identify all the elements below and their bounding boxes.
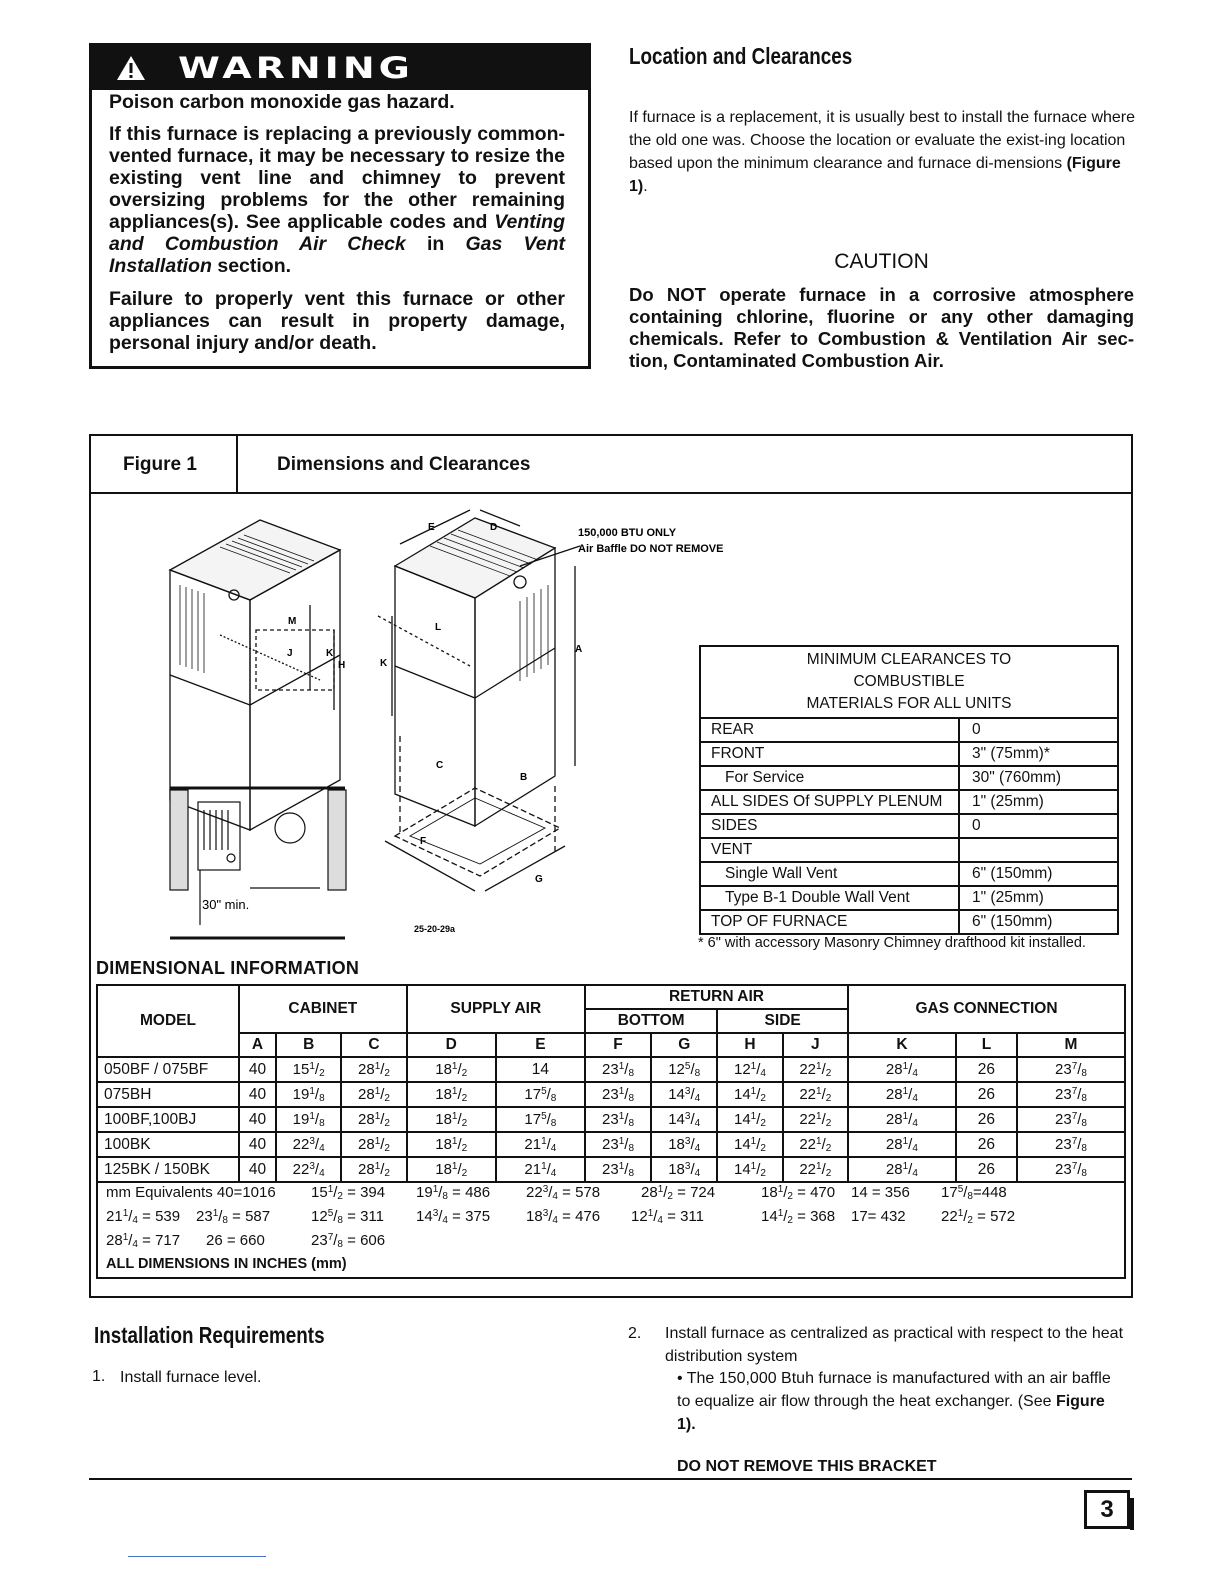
clearance-row [700,790,1118,814]
svg-text:G: G [535,874,543,885]
dimension-cell: 40 [239,1107,276,1132]
dimension-cell: $28^1/_4$ [848,1082,956,1107]
dim-column-letter: M [1017,1033,1125,1057]
clearance-value: 30" (760mm) [959,766,1118,790]
link-underline [128,1556,266,1557]
step-1-text: Install furnace level. [120,1369,262,1386]
dimension-cell: $22^1/_2$ [783,1157,848,1182]
dimension-cell: $14^3/_4$ [651,1107,717,1132]
step-1-number: 1. [92,1368,106,1385]
svg-text:J: J [287,648,293,659]
dimension-cell: $17^5/_8$ [496,1082,585,1107]
dimension-cell: $23^1/_8$ [585,1107,651,1132]
dimension-cell: $12^5/_8$ [651,1057,717,1082]
dimension-cell: $18^3/_4$ [651,1132,717,1157]
clearances-heading-line-1: MINIMUM CLEARANCES TO [806,651,1012,668]
installation-heading: Installation Requirements [94,1322,325,1348]
svg-text:B: B [520,772,528,783]
dimension-cell: $19^1/_8$ [276,1107,341,1132]
dimension-cell: $14^1/_2$ [717,1157,782,1182]
warning-banner [92,46,588,90]
clearance-row [700,886,1118,910]
svg-text:L: L [435,622,442,633]
dimension-cell: $12^1/_4$ [717,1057,782,1082]
dimension-cell: 40 [239,1132,276,1157]
dimension-cell: 26 [956,1107,1017,1132]
bullet-text: • The 150,000 Btuh furnace is manufactured with an air baffle to equalize air flow through the heat exchanger. [677,1370,1111,1410]
figure-title: Dimensions and Clearances [277,454,531,475]
dim-header-row-1 [97,985,1125,1009]
dimension-cell: $18^1/_2$ [407,1082,496,1107]
dimension-cell: $23^1/_8$ [585,1132,651,1157]
dimension-cell: $23^7/_8$ [1017,1057,1125,1082]
svg-text:H: H [338,660,346,671]
clearance-row [700,766,1118,790]
dimension-cell: 26 [956,1057,1017,1082]
dimensional-table [96,984,1126,1183]
mm-equivalent: 14 = 356 [851,1184,910,1201]
clearances-heading [700,646,1118,718]
dimension-cell: $22^1/_2$ [783,1057,848,1082]
dimension-cell: $28^1/_2$ [341,1107,406,1132]
location-body-text: If furnace is a replacement, it is usually best to install the furnace where the old one was. Choose the location or evaluate the exist-ing location based upon the minimum clearance and furnace di-mensions [629,109,1136,172]
dimensional-info-title: DIMENSIONAL INFORMATION [96,958,360,978]
dimension-row [97,1082,1125,1107]
mm-equivalent: $23^7/_8 = 606$ [311,1232,386,1250]
model-header: MODEL [97,985,239,1057]
clearance-value [959,838,1118,862]
warning-para1-ref2: Gas Vent Installation [109,233,565,277]
mm-equivalent: $28^1/_4 = 717$ [106,1232,181,1250]
dimension-cell: $28^1/_2$ [341,1082,406,1107]
svg-text:K: K [380,658,388,669]
dimension-cell: $21^1/_4$ [496,1132,585,1157]
clearance-row [700,838,1118,862]
clearance-value: 3" (75mm)* [959,742,1118,766]
dim-column-letter: D [407,1033,496,1057]
clearance-value: 6" (150mm) [959,910,1118,934]
dimension-cell: $23^1/_8$ [585,1157,651,1182]
dimension-cell: $22^1/_2$ [783,1132,848,1157]
dimension-cell: $22^3/_4$ [276,1157,341,1182]
clearance-value: 6" (150mm) [959,862,1118,886]
gas-connection-header: GAS CONNECTION [848,985,1125,1033]
clearance-item: REAR [700,718,959,742]
mm-equivalent: $14^1/_2 = 368$ [761,1208,836,1226]
clearance-item: Single Wall Vent [700,862,959,886]
model-cell: 125BK / 150BK [97,1157,239,1182]
dimension-cell: $28^1/_2$ [341,1157,406,1182]
bullet-ref-post: ). [685,1416,696,1433]
clearance-item: ALL SIDES Of SUPPLY PLENUM [700,790,959,814]
warning-paragraph-2: Failure to properly vent this furnace or other appliances can result in property damage, personal injury and/or death. [109,288,565,354]
model-cell: 050BF / 075BF [97,1057,239,1082]
clearance-row [700,814,1118,838]
clearance-item: For Service [700,766,959,790]
dimension-cell: $18^1/_2$ [407,1157,496,1182]
dimensional-body [97,1057,1125,1182]
dimension-cell: $14^1/_2$ [717,1082,782,1107]
svg-text:D: D [490,522,498,533]
dim-column-letter: A [239,1033,276,1057]
dim-column-letter: L [956,1033,1017,1057]
svg-text:C: C [436,760,444,771]
location-body-end: . [643,178,648,195]
furnace-dimension-diagram [370,506,724,936]
mm-equivalent: mm Equivalents 40=1016 [106,1184,276,1201]
dim-column-letters-row [97,1033,1125,1057]
clearance-item: Type B-1 Double Wall Vent [700,886,959,910]
caution-text: Do NOT operate furnace in a corrosive atmosphere containing chlorine, fluorine or any other damaging chemicals. Refer to Combustion & Ventilation Air sec-tion, Contaminated Combustion Air. [629,284,1134,371]
warning-triangle-icon [116,55,146,81]
bullet-ref-pre: (See [1017,1393,1056,1410]
clearances-body [700,718,1118,934]
clearance-value: 0 [959,718,1118,742]
mm-equivalents-block [96,1180,1126,1279]
model-cell: 100BF,100BJ [97,1107,239,1132]
dimension-cell: $23^1/_8$ [585,1082,651,1107]
mm-equivalent: $21^1/_4 = 539$ [106,1208,181,1226]
mm-equivalent: $28^1/_2 = 724$ [641,1184,716,1202]
figure-header-rule [91,492,1131,494]
clearance-item: VENT [700,838,959,862]
svg-text:K: K [326,648,334,659]
mm-equivalent: $15^1/_2 = 394$ [311,1184,386,1202]
dimension-cell: $14^3/_4$ [651,1082,717,1107]
warning-paragraph-1 [109,123,565,277]
dimension-cell: $28^1/_4$ [848,1132,956,1157]
furnace-front-diagram [160,510,360,940]
dim-column-letter: H [717,1033,782,1057]
mm-equivalent: 26 = 660 [206,1232,265,1249]
dimension-cell: $21^1/_4$ [496,1157,585,1182]
clearance-item: FRONT [700,742,959,766]
dimension-row [97,1107,1125,1132]
cabinet-header: CABINET [239,985,407,1033]
mm-equivalent: $12^1/_4 = 311$ [631,1208,704,1226]
clearance-item: TOP OF FURNACE [700,910,959,934]
clearances-header-row [700,646,1118,718]
clearance-row [700,910,1118,934]
warning-para1-text2: in [405,233,466,255]
mm-equivalent: $18^3/_4 = 476$ [526,1208,601,1226]
clearance-value: 1" (25mm) [959,790,1118,814]
mm-equivalent: 17= 432 [851,1208,906,1225]
bullet-figure-ref: Figure 1 [677,1393,1105,1433]
dimension-cell: $18^1/_2$ [407,1107,496,1132]
warning-para1-ref1: Venting and Combustion Air Check [109,211,565,255]
location-figure-ref: (Figure 1) [629,155,1121,195]
dimension-cell: $23^7/_8$ [1017,1157,1125,1182]
clearance-min-label: 30" min. [202,897,250,912]
clearance-row [700,742,1118,766]
warning-box [89,43,591,369]
dim-column-letter: B [276,1033,341,1057]
mm-equivalent: $12^5/_8 = 311$ [311,1208,384,1226]
dimension-cell: $23^7/_8$ [1017,1132,1125,1157]
step-2-text: Install furnace as centralized as practical with respect to the heat distribution system [665,1325,1124,1365]
svg-text:F: F [420,836,427,847]
baffle-note-line-1: 150,000 BTU ONLY [578,527,677,539]
dimension-row [97,1157,1125,1182]
drawing-code: 25-20-29a [414,924,456,934]
clearances-heading-line-3: MATERIALS FOR ALL UNITS [806,695,1012,712]
dimension-cell: 26 [956,1157,1017,1182]
model-cell: 075BH [97,1082,239,1107]
clearances-heading-line-2: COMBUSTIBLE [853,673,965,690]
warning-para1-text: If this furnace is replacing a previously common-vented furnace, it may be necessary to resize the existing vent line and chimney to prevent oversizing problems for the other remaining appliances(s). See applicable codes and [109,123,565,233]
caution-heading: CAUTION [834,250,929,273]
dimension-cell: $14^1/_2$ [717,1107,782,1132]
side-header: SIDE [717,1009,848,1033]
dimension-cell: 40 [239,1057,276,1082]
dimension-row [97,1132,1125,1157]
mm-equivalent: $14^3/_4 = 375$ [416,1208,491,1226]
all-dimensions-note: ALL DIMENSIONS IN INCHES (mm) [106,1256,347,1272]
dim-column-letter: J [783,1033,848,1057]
location-body [629,106,1141,198]
bottom-header: BOTTOM [585,1009,717,1033]
dimension-cell: $23^7/_8$ [1017,1107,1125,1132]
dimension-cell: $28^1/_4$ [848,1057,956,1082]
dimension-cell: 14 [496,1057,585,1082]
clearance-value: 0 [959,814,1118,838]
dimension-cell: 40 [239,1082,276,1107]
dim-column-letter: G [651,1033,717,1057]
dimension-cell: $22^1/_2$ [783,1082,848,1107]
clearances-table [699,645,1119,935]
dim-column-letter: E [496,1033,585,1057]
svg-text:M: M [288,616,297,627]
figure-header-divider [236,436,238,492]
return-air-header: RETURN AIR [585,985,848,1009]
dimension-cell: $28^1/_2$ [341,1132,406,1157]
dim-column-letter: K [848,1033,956,1057]
dimension-cell: $18^3/_4$ [651,1157,717,1182]
mm-equivalent: $19^1/_8 = 486$ [416,1184,491,1202]
dimension-cell: $17^5/_8$ [496,1107,585,1132]
mm-equivalent: $22^1/_2 = 572$ [941,1208,1016,1226]
warning-title: WARNING [178,50,414,86]
svg-text:A: A [575,644,583,655]
dimension-cell: 40 [239,1157,276,1182]
dimension-cell: $14^1/_2$ [717,1132,782,1157]
dimension-cell: $22^3/_4$ [276,1132,341,1157]
location-heading: Location and Clearances [629,43,853,69]
dimension-cell: $18^1/_2$ [407,1132,496,1157]
dim-column-letter: C [341,1033,406,1057]
dimension-cell: $28^1/_4$ [848,1107,956,1132]
clearance-value: 1" (25mm) [959,886,1118,910]
mm-equivalent: $17^5/_8=448$ [941,1184,1007,1202]
mm-equivalent: $23^1/_8 = 587$ [196,1208,271,1226]
dimension-cell: 26 [956,1132,1017,1157]
page-number: 3 [1084,1490,1130,1529]
dimension-cell: $15^1/_2$ [276,1057,341,1082]
step-2-bullet [677,1367,1127,1436]
warning-para1-text3: section. [211,255,292,277]
warning-hazard: Poison carbon monoxide gas hazard. [109,91,455,113]
dimension-cell: 26 [956,1082,1017,1107]
mm-equivalent: $22^3/_4 = 578$ [526,1184,601,1202]
dim-column-letter: F [585,1033,651,1057]
dimension-cell: $23^7/_8$ [1017,1082,1125,1107]
dimension-cell: $19^1/_8$ [276,1082,341,1107]
mm-equivalent: $18^1/_2 = 470$ [761,1184,836,1202]
dimension-cell: $28^1/_2$ [341,1057,406,1082]
figure-label: Figure 1 [123,454,197,475]
dimension-cell: $22^1/_2$ [783,1107,848,1132]
baffle-note-line-2: Air Baffle DO NOT REMOVE [578,543,724,555]
clearance-row [700,862,1118,886]
supply-air-header: SUPPLY AIR [407,985,585,1033]
dimension-row [97,1057,1125,1082]
clearance-item: SIDES [700,814,959,838]
clearance-row [700,718,1118,742]
clearances-footnote: * 6" with accessory Masonry Chimney drafthood kit installed. [698,935,1086,951]
step-2-number: 2. [628,1325,642,1342]
bottom-rule [89,1478,1132,1480]
svg-text:E: E [428,522,435,533]
dimension-cell: $28^1/_4$ [848,1157,956,1182]
bracket-note: DO NOT REMOVE THIS BRACKET [677,1458,937,1475]
model-cell: 100BK [97,1132,239,1157]
dimension-cell: $18^1/_2$ [407,1057,496,1082]
dimension-cell: $23^1/_8$ [585,1057,651,1082]
